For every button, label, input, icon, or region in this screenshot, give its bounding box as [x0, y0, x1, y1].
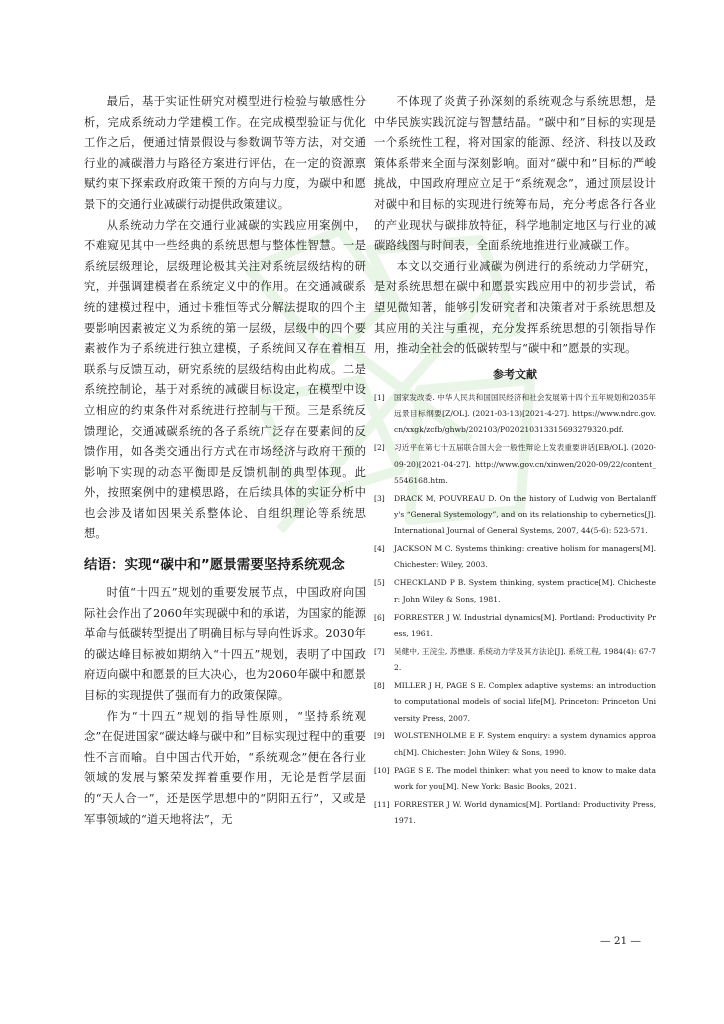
reference-number: [11]: [374, 799, 390, 809]
paragraph-system-theories: 从系统动力学在交通行业减碳的实践应用案例中，不难窥见其中一些经典的系统思想与整体性智慧。一是系统层级理论，层级理论极其关注对系统层级结构的研究，并强调建模者在系统定义中的作用。在交通减碳系统的建模过程中，通过卡雅恒等式分解法提取的四个主要影响因素被定义为系统的第一层级，层级中的四个要素被作为子系统进行独立建模，子系统间又存在着相互联系与反馈互动，研究系统的层级结构由此构成。二是系统控制论，基于对系统的减碳目标设定，在模型中设立相应的约束条件对系统进行控制与干预。三是系统反馈理论，交通减碳系统的各子系统广泛存在要素间的反馈作用，如各类交通出行方式在市场经济与政府干预的影响下实现的动态平衡即是反馈机制的典型体现。此外，按照案例中的建模思路，在后续具体的实证分析中也会涉及诸如因果关系整体论、自组织理论等系统思想。: [84, 218, 366, 541]
reference-item: [374, 728, 656, 761]
reference-text: 习近平在第七十五届联合国大会一般性辩论上发表重要讲话[EB/OL]. (2020-09-20)[2021-04-27]. http://www.gov.cn/xinwen/2020-09/22/content_5546168.htm.: [394, 443, 656, 485]
reference-text: JACKSON M C. Systems thinking: creative holism for managers[M]. Chichester: Wiley, 2003.: [394, 544, 656, 570]
paragraph-system-concept-principle: 作为“十四五”规划的指导性原则，“坚持系统观念”在促进国家“碳达峰与碳中和”目标实现过程中的重要性不言而喻。自中国古代开始，“系统观念”便在各行业领域的发展与繁荣发挥着重要作用，无论是哲学层面的“天人合一”，还是医学思想中的“阴阳五行”，又或是军事领域的“道天地将法”，无: [84, 709, 366, 826]
reference-text: 吴健中, 王浣尘, 苏懋康. 系统动力学及其方法论[J]. 系统工程, 1984(4): 67-72.: [394, 646, 656, 673]
reference-number: [4]: [374, 544, 385, 554]
paragraph-study-purpose: 本文以交通行业减碳为例进行的系统动力学研究，是对系统思想在碳中和愿景实践应用中的初步尝试，希望见微知著，能够引发研究者和决策者对于系统思想及其应用的关注与重视，充分发挥系统思想的引领指导作用，推动全社会的低碳转型与“碳中和”愿景的实现。: [374, 259, 656, 356]
reference-number: [3]: [374, 493, 385, 503]
reference-item: [374, 763, 656, 796]
reference-item: [374, 390, 656, 439]
reference-item: [374, 491, 656, 540]
reference-item: [374, 541, 656, 574]
reference-item: [374, 797, 656, 830]
reference-text: FORRESTER J W. World dynamics[M]. Portland: Productivity Press, 1971.: [394, 799, 656, 826]
page-number: — 21 —: [600, 935, 642, 947]
reference-number: [5]: [374, 578, 385, 588]
reference-item: [374, 610, 656, 643]
reference-number: [1]: [374, 392, 385, 402]
reference-text: DRACK M, POUVREAU D. On the history of Ludwig von Bertalanffy's “General Systemology”, and on its relationship to cybernetics[J]. International Journal of General Systems, 2007, 44(5-6): 523-571.: [394, 493, 656, 536]
reference-text: FORRESTER J W. Industrial dynamics[M]. Portland: Productivity Press, 1961.: [394, 612, 656, 638]
right-column: [374, 92, 656, 831]
reference-number: [7]: [374, 646, 385, 656]
references-title: 参考文献: [493, 367, 537, 381]
reference-item: [374, 575, 656, 608]
paragraph-modeling-validation: 最后，基于实证性研究对模型进行检验与敏感性分析，完成系统动力学建模工作。在完成模型验证与优化工作之后，便通过情景假设与参数调节等方法，对交通行业的减碳潜力与路径方案进行评估，在一定的资源禀赋约束下探索政府政策干预的方向与力度，为碳中和愿景下的交通行业减碳行动提供政策建议。: [84, 95, 366, 211]
reference-number: [2]: [374, 443, 385, 453]
reference-text: CHECKLAND P B. System thinking, system practice[M]. Chichester: John Wiley & Sons, 1981.: [394, 578, 656, 604]
reference-text: PAGE S E. The model thinker: what you need to know to make data work for you[M]. New York: Basic Books, 2021.: [394, 765, 656, 791]
reference-number: [6]: [374, 612, 385, 622]
reference-number: [8]: [374, 680, 385, 690]
reference-text: MILLER J H, PAGE S E. Complex adaptive systems: an introduction to computational models of social life[M]. Princeton: Princeton University Press, 2007.: [394, 680, 656, 723]
reference-number: [9]: [374, 731, 385, 741]
left-column: [84, 92, 366, 830]
reference-item: [374, 644, 656, 677]
section-heading-conclusion: 结语：实现“碳中和”愿景需要坚持系统观念: [84, 557, 345, 574]
references-list: [374, 390, 656, 830]
reference-item: [374, 678, 656, 727]
paragraph-fourteenth-five-year-plan: 时值“十四五”规划的重要发展节点，中国政府向国际社会作出了2060年实现碳中和的承诺，为国家的能源革命与低碳转型提出了明确目标与导向性诉求。2030年的碳达峰目标被如期纳入“十四五”规划，表明了中国政府迈向碳中和愿景的巨大决心，也为2060年碳中和愿景目标的实现提供了强而有力的政策保障。: [84, 586, 366, 703]
paragraph-carbon-neutral-engineering: 不体现了炎黄子孙深刻的系统观念与系统思想，是中华民族实践沉淀与智慧结晶。“碳中和”目标的实现是一个系统性工程，将对国家的能源、经济、科技以及政策体系带来全面与深刻影响。面对“碳中和”目标的严峻挑战，中国政府理应立足于“系统观念”，通过顶层设计对碳中和目标的实现进行统筹布局，充分考虑各行各业的产业现状与碳排放特征，科学地制定地区与行业的减碳路线图与时间表，全面系统地推进行业减碳工作。: [374, 95, 656, 253]
reference-number: [10]: [374, 765, 390, 775]
reference-item: [374, 440, 656, 489]
reference-text: WOLSTENHOLME E F. System enquiry: a system dynamics approach[M]. Chichester: John Wiley & Sons, 1990.: [394, 731, 656, 757]
reference-text: 国家发改委. 中华人民共和国国民经济和社会发展第十四个五年规划和2035年远景目标纲要[Z/OL]. (2021-03-13)[2021-4-27]. https://www.ndrc.gov.cn/xxgk/zcfb/ghwb/202103/P020210313315693279320.pdf.: [394, 392, 656, 435]
